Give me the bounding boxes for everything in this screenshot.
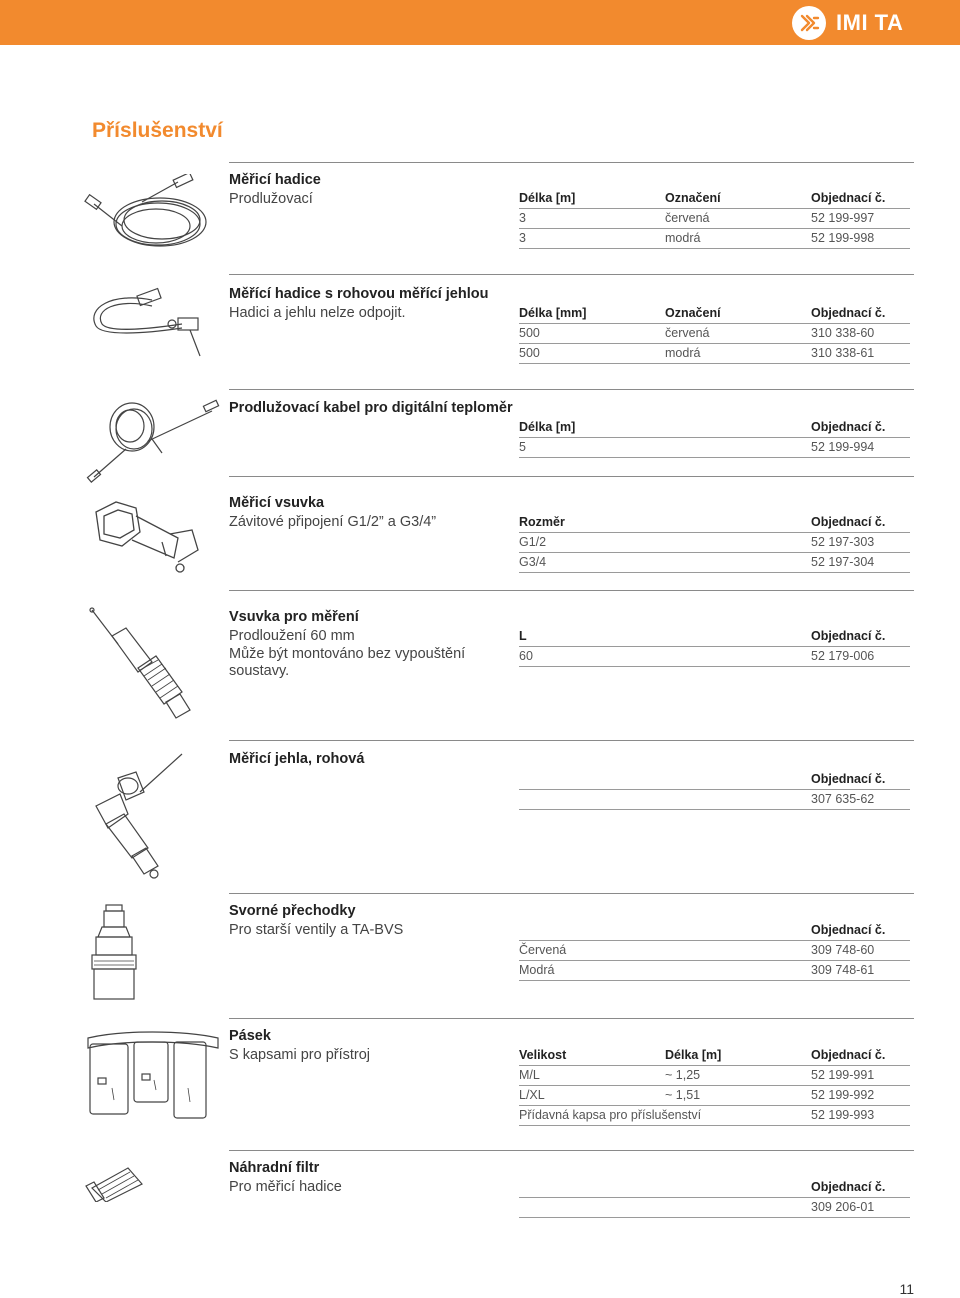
page-number: 11 [899, 1281, 914, 1297]
cable-coil-icon [82, 393, 222, 483]
measuring-nipple-icon [82, 492, 212, 580]
product-subtitle-line: Prodloužení 60 mm [229, 628, 355, 644]
header-cell: Objednací č. [811, 420, 886, 434]
angled-needle-icon [82, 752, 202, 882]
table-row [519, 324, 910, 344]
table-cell: 309 748-61 [811, 963, 875, 977]
product-subtitle-line: soustavy. [229, 663, 290, 679]
table-cell: červená [665, 326, 710, 340]
table-header [519, 1046, 910, 1066]
section-divider [229, 389, 914, 390]
table-cell: Červená [519, 943, 567, 957]
table-row [519, 647, 910, 667]
table-row [519, 229, 910, 249]
header-cell: L [519, 629, 527, 643]
table-cell: 52 179-006 [811, 649, 875, 663]
header-cell: Velikost [519, 1048, 567, 1062]
table-row [519, 1086, 910, 1106]
table-cell: 52 199-993 [811, 1108, 875, 1122]
table-cell: ~ 1,25 [665, 1068, 701, 1082]
table-cell: 310 338-61 [811, 346, 875, 360]
table-cell: 60 [519, 649, 533, 663]
adapter-icon [82, 903, 162, 1003]
header-cell: Rozměr [519, 515, 565, 529]
imi-logo-icon [792, 6, 826, 40]
table-cell: 309 206-01 [811, 1200, 875, 1214]
table-row [519, 209, 910, 229]
table-row [519, 961, 910, 981]
table-cell: 307 635-62 [811, 792, 875, 806]
table-cell: 52 197-303 [811, 535, 875, 549]
table-cell: M/L [519, 1068, 540, 1082]
header-cell: Objednací č. [811, 1048, 886, 1062]
product-subtitle: Závitové připojení G1/2” a G3/4” [229, 514, 437, 530]
table-cell: modrá [665, 231, 701, 245]
header-cell: Objednací č. [811, 772, 886, 786]
filter-icon [82, 1162, 152, 1202]
header-bar [0, 0, 960, 45]
table-header [519, 627, 910, 647]
table-cell: 500 [519, 326, 540, 340]
header-cell: Objednací č. [811, 923, 886, 937]
order-table [519, 1046, 910, 1126]
product-subtitle: Pro měřicí hadice [229, 1179, 342, 1195]
table-cell: 52 199-998 [811, 231, 875, 245]
product-title: Pásek [229, 1028, 271, 1044]
table-row [519, 344, 910, 364]
product-subtitle: S kapsami pro přístroj [229, 1047, 371, 1063]
header-cell: Objednací č. [811, 306, 886, 320]
hose-coil-icon [82, 174, 212, 264]
header-cell: Délka [m] [665, 1048, 722, 1062]
header-cell: Objednací č. [811, 191, 886, 205]
table-cell: 3 [519, 211, 526, 225]
brand-name: IMI TA [836, 10, 904, 35]
belt-icon [82, 1028, 222, 1124]
order-table [519, 770, 910, 810]
section-divider [229, 1150, 914, 1151]
section-divider [229, 590, 914, 591]
table-cell: 309 748-60 [811, 943, 875, 957]
table-header [519, 304, 910, 324]
table-row [519, 438, 910, 458]
order-table [519, 418, 910, 458]
table-header [519, 418, 910, 438]
header-cell: Objednací č. [811, 629, 886, 643]
table-header [519, 189, 910, 209]
table-header [519, 1178, 910, 1198]
header-cell: Objednací č. [811, 515, 886, 529]
table-cell: 3 [519, 231, 526, 245]
product-title: Měřicí vsuvka [229, 495, 325, 511]
section-divider [229, 274, 914, 275]
table-row [519, 1066, 910, 1086]
table-cell: L/XL [519, 1088, 545, 1102]
order-table [519, 304, 910, 364]
table-cell: 52 199-994 [811, 440, 875, 454]
page-title: Příslušenství [92, 119, 223, 142]
table-cell: Modrá [519, 963, 555, 977]
header-cell: Délka [m] [519, 191, 576, 205]
product-title: Svorné přechodky [229, 903, 356, 919]
table-cell: Přídavná kapsa pro příslušenství [519, 1108, 702, 1122]
table-row [519, 941, 910, 961]
table-cell: červená [665, 211, 710, 225]
section-divider [229, 476, 914, 477]
order-table [519, 189, 910, 249]
product-subtitle: Pro starší ventily a TA-BVS [229, 922, 404, 938]
product-title: Náhradní filtr [229, 1160, 320, 1176]
order-table [519, 513, 910, 573]
table-cell: 310 338-60 [811, 326, 875, 340]
order-table [519, 921, 910, 981]
product-title: Měřící hadice s rohovou měřící jehlou [229, 286, 489, 302]
table-cell: 52 199-997 [811, 211, 875, 225]
table-row [519, 1198, 910, 1218]
product-title: Měřicí jehla, rohová [229, 751, 365, 767]
table-cell: 52 199-992 [811, 1088, 875, 1102]
hose-with-needle-icon [82, 278, 212, 362]
order-table [519, 1178, 910, 1218]
product-title: Měřicí hadice [229, 172, 321, 188]
header-cell: Délka [m] [519, 420, 576, 434]
table-cell: G3/4 [519, 555, 547, 569]
table-cell: G1/2 [519, 535, 547, 549]
table-row [519, 553, 910, 573]
table-header [519, 513, 910, 533]
product-subtitle: Hadici a jehlu nelze odpojit. [229, 305, 406, 321]
table-cell: modrá [665, 346, 701, 360]
table-cell: 500 [519, 346, 540, 360]
extension-nipple-icon [82, 606, 212, 724]
table-row [519, 533, 910, 553]
table-row [519, 1106, 910, 1126]
table-cell: ~ 1,51 [665, 1088, 701, 1102]
section-divider [229, 1018, 914, 1019]
header-cell: Délka [mm] [519, 306, 587, 320]
header-cell: Označení [665, 306, 721, 320]
header-cell: Označení [665, 191, 721, 205]
header-cell: Objednací č. [811, 1180, 886, 1194]
product-title: Vsuvka pro měření [229, 609, 359, 625]
order-table [519, 627, 910, 667]
section-divider [229, 893, 914, 894]
table-cell: 52 197-304 [811, 555, 875, 569]
table-header [519, 770, 910, 790]
product-subtitle-line: Může být montováno bez vypouštění [229, 646, 466, 662]
table-header [519, 921, 910, 941]
product-title: Prodlužovací kabel pro digitální teploměr [229, 400, 513, 416]
brand-logo [792, 5, 903, 41]
product-subtitle: Prodlužovací [229, 191, 313, 207]
section-divider [229, 162, 914, 163]
section-divider [229, 740, 914, 741]
table-cell: 52 199-991 [811, 1068, 875, 1082]
table-cell: 5 [519, 440, 526, 454]
table-row [519, 790, 910, 810]
